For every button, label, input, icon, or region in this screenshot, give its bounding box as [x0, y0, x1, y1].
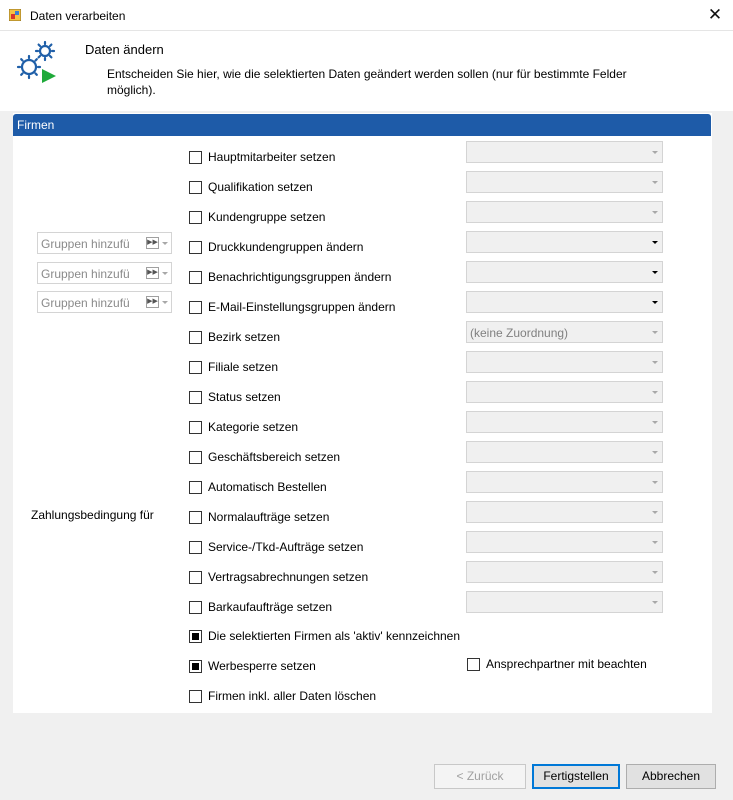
option-row[interactable]: [189, 568, 368, 586]
option-combo[interactable]: [466, 171, 663, 193]
option-row[interactable]: [189, 418, 298, 436]
group-selector-3[interactable]: [37, 291, 172, 313]
option-row[interactable]: [189, 388, 281, 406]
option-werbesperre-label: Werbesperre setzen: [208, 659, 316, 673]
option-ansprechpartner-label: Ansprechpartner mit beachten: [486, 657, 647, 671]
option-combo[interactable]: [466, 231, 663, 253]
group-selector-text: Gruppen hinzufü: [41, 237, 130, 251]
chevron-down-icon[interactable]: [652, 601, 658, 604]
group-selector-text: Gruppen hinzufü: [41, 267, 130, 281]
option-combo[interactable]: [466, 591, 663, 613]
option-combo-value: (keine Zuordnung): [470, 326, 569, 340]
checkbox[interactable]: [189, 690, 202, 703]
checkbox[interactable]: [189, 571, 202, 584]
option-row-label: Benachrichtigungsgruppen ändern: [208, 270, 392, 284]
chevron-down-icon[interactable]: [652, 481, 658, 484]
option-row[interactable]: [189, 448, 340, 466]
checkbox[interactable]: [189, 630, 202, 643]
option-combo[interactable]: [466, 411, 663, 433]
header-title: Daten ändern: [85, 42, 164, 57]
option-row[interactable]: [189, 358, 278, 376]
option-loeschen-label: Firmen inkl. aller Daten löschen: [208, 689, 377, 703]
zahlungsbedingung-label: Zahlungsbedingung für: [31, 508, 154, 522]
checkbox[interactable]: [189, 421, 202, 434]
checkbox[interactable]: [189, 271, 202, 284]
option-row[interactable]: [189, 208, 325, 226]
chevron-down-icon[interactable]: [652, 241, 658, 244]
chevron-down-icon[interactable]: [652, 451, 658, 454]
option-row-label: E-Mail-Einstellungsgruppen ändern: [208, 300, 396, 314]
option-row-label: Bezirk setzen: [208, 330, 281, 344]
option-combo[interactable]: [466, 531, 663, 553]
checkbox[interactable]: [189, 301, 202, 314]
group-selector-1[interactable]: [37, 232, 172, 254]
chevron-down-icon[interactable]: [652, 271, 658, 274]
checkbox[interactable]: [189, 660, 202, 673]
option-row[interactable]: [189, 478, 327, 496]
checkbox[interactable]: [189, 541, 202, 554]
option-combo[interactable]: [466, 261, 663, 283]
option-werbesperre[interactable]: [189, 657, 316, 675]
chevron-down-icon[interactable]: [162, 242, 168, 245]
option-row[interactable]: [189, 298, 395, 316]
chevron-down-icon[interactable]: [652, 331, 658, 334]
option-loeschen[interactable]: [189, 687, 376, 705]
chevron-down-icon[interactable]: [652, 361, 658, 364]
option-aktiv[interactable]: [189, 627, 460, 645]
chevron-down-icon[interactable]: [652, 571, 658, 574]
close-icon[interactable]: ✕: [707, 5, 723, 24]
gears-icon: [14, 39, 62, 87]
option-row-label: Barkaufaufträge setzen: [208, 600, 333, 614]
add-groups-icon[interactable]: ▶▶: [146, 237, 159, 249]
option-row-label: Vertragsabrechnungen setzen: [208, 570, 369, 584]
finish-button[interactable]: Fertigstellen: [532, 764, 620, 789]
option-combo[interactable]: [466, 201, 663, 223]
checkbox[interactable]: [189, 601, 202, 614]
chevron-down-icon[interactable]: [162, 301, 168, 304]
option-ansprechpartner[interactable]: [467, 655, 647, 673]
option-row-label: Qualifikation setzen: [208, 180, 313, 194]
option-combo[interactable]: [466, 381, 663, 403]
option-combo[interactable]: [466, 471, 663, 493]
checkbox[interactable]: [189, 331, 202, 344]
checkbox[interactable]: [189, 361, 202, 374]
chevron-down-icon[interactable]: [652, 181, 658, 184]
checkbox[interactable]: [189, 451, 202, 464]
group-selector-2[interactable]: [37, 262, 172, 284]
add-groups-icon[interactable]: ▶▶: [146, 296, 159, 308]
header-description: Entscheiden Sie hier, wie die selektierten Daten geändert werden sollen (nur für bestimmte Felder möglich).: [107, 67, 627, 97]
checkbox[interactable]: [467, 658, 480, 671]
option-combo[interactable]: [466, 321, 663, 343]
chevron-down-icon[interactable]: [652, 151, 658, 154]
option-row-label: Kundengruppe setzen: [208, 210, 326, 224]
chevron-down-icon[interactable]: [652, 301, 658, 304]
cancel-button[interactable]: Abbrechen: [626, 764, 716, 789]
option-row[interactable]: [189, 328, 280, 346]
panel-header: Firmen: [13, 114, 711, 136]
option-row-label: Automatisch Bestellen: [208, 480, 327, 494]
app-icon: [9, 9, 21, 21]
option-row[interactable]: [189, 538, 363, 556]
option-combo[interactable]: [466, 561, 663, 583]
option-combo[interactable]: [466, 501, 663, 523]
option-row[interactable]: [189, 508, 329, 526]
checkbox[interactable]: [189, 481, 202, 494]
option-row-label: Druckkundengruppen ändern: [208, 240, 364, 254]
add-groups-icon[interactable]: ▶▶: [146, 267, 159, 279]
option-row-label: Service-/Tkd-Aufträge setzen: [208, 540, 364, 554]
chevron-down-icon[interactable]: [652, 391, 658, 394]
option-row-label: Kategorie setzen: [208, 420, 299, 434]
option-row[interactable]: [189, 238, 363, 256]
option-row-label: Geschäftsbereich setzen: [208, 450, 341, 464]
option-combo[interactable]: [466, 141, 663, 163]
group-selector-text: Gruppen hinzufü: [41, 296, 130, 310]
chevron-down-icon[interactable]: [652, 421, 658, 424]
checkbox[interactable]: [189, 241, 202, 254]
checkbox[interactable]: [189, 511, 202, 524]
title-bar: [0, 0, 733, 31]
option-row[interactable]: [189, 598, 332, 616]
option-row-label: Hauptmitarbeiter setzen: [208, 150, 336, 164]
checkbox[interactable]: [189, 211, 202, 224]
option-row-label: Filiale setzen: [208, 360, 279, 374]
option-combo[interactable]: [466, 441, 663, 463]
chevron-down-icon[interactable]: [162, 272, 168, 275]
option-aktiv-label: Die selektierten Firmen als 'aktiv' kennzeichnen: [208, 629, 461, 643]
option-combo[interactable]: [466, 291, 663, 313]
option-row[interactable]: [189, 268, 391, 286]
option-combo[interactable]: [466, 351, 663, 373]
checkbox[interactable]: [189, 181, 202, 194]
back-button[interactable]: < Zurück: [434, 764, 526, 789]
chevron-down-icon[interactable]: [652, 211, 658, 214]
checkbox[interactable]: [189, 391, 202, 404]
window-title: Daten verarbeiten: [30, 9, 126, 23]
option-row[interactable]: [189, 178, 313, 196]
checkbox[interactable]: [189, 151, 202, 164]
option-row-label: Status setzen: [208, 390, 281, 404]
option-row-label: Normalaufträge setzen: [208, 510, 330, 524]
chevron-down-icon[interactable]: [652, 541, 658, 544]
chevron-down-icon[interactable]: [652, 511, 658, 514]
option-row[interactable]: [189, 148, 335, 166]
